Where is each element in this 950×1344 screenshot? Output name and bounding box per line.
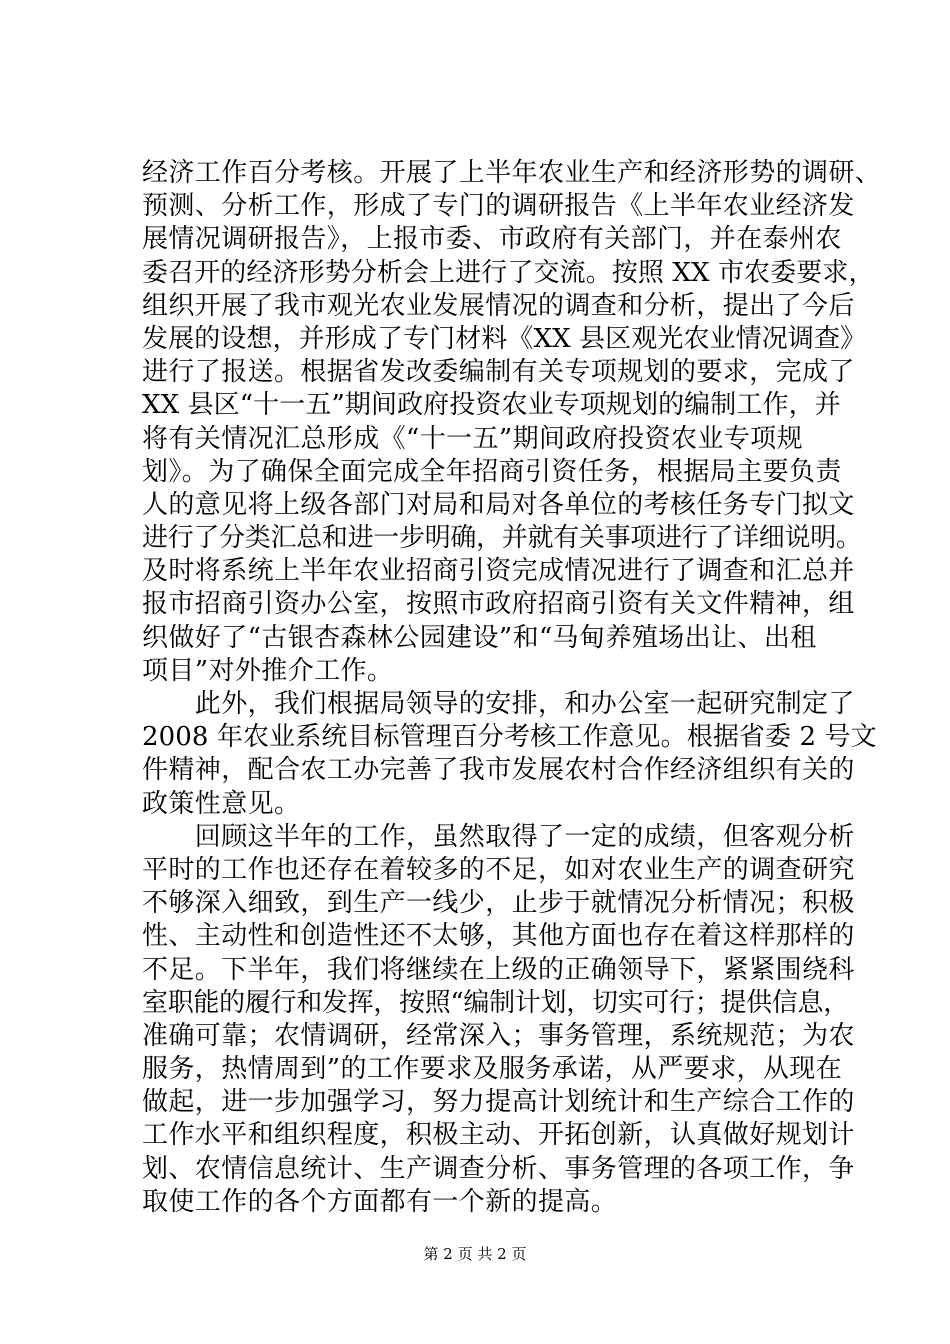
text-line: 不足。下半年，我们将继续在上级的正确领导下，紧紧围绕科: [142, 954, 855, 985]
paragraph-start-line: 回顾这半年的工作，虽然取得了一定的成绩，但客观分析: [142, 821, 855, 852]
text-line: 不够深入细致，到生产一线少，止步于就情况分析情况；积极: [142, 888, 855, 919]
text-line: 服务，热情周到”的工作要求及服务承诺，从严要求，从现在: [142, 1054, 843, 1085]
text-line: 进行了分类汇总和进一步明确，并就有关事项进行了详细说明。: [142, 523, 862, 554]
text-line: 工作水平和组织程度，积极主动、开拓创新，认真做好规划计: [142, 1120, 855, 1151]
text-line: 件精神，配合农工办完善了我市发展农村合作经济组织有关的: [142, 755, 855, 786]
text-line: 划》。为了确保全面完成全年招商引资任务，根据局主要负责: [142, 456, 842, 487]
body-text: [142, 157, 882, 1219]
text-line: 进行了报送。根据省发改委编制有关专项规划的要求，完成了: [142, 357, 855, 388]
text-line: 展情况调研报告》，上报市委、市政府有关部门，并在泰州农: [142, 224, 842, 255]
text-line: 经济工作百分考核。开展了上半年农业生产和经济形势的调研、: [142, 158, 882, 188]
text-line: 委召开的经济形势分析会上进行了交流。按照 XX 市农委要求，: [142, 257, 875, 288]
text-line: 及时将系统上半年农业招商引资完成情况进行了调查和汇总并: [142, 556, 855, 587]
text-line: 织做好了“古银杏森林公园建设”和“马甸养殖场出让、出租: [142, 622, 817, 653]
text-line: 取使工作的各个方面都有一个新的提高。: [142, 1186, 618, 1217]
text-line: 项目”对外推介工作。: [142, 655, 394, 686]
text-line: 准确可靠；农情调研，经常深入；事务管理，系统规范；为农: [142, 1020, 855, 1051]
text-line: 报市招商引资办公室，按照市政府招商引资有关文件精神，组: [142, 589, 855, 620]
text-line: 将有关情况汇总形成《“十一五”期间政府投资农业专项规: [142, 423, 803, 454]
text-line: 人的意见将上级各部门对局和局对各单位的考核任务专门拟文: [142, 489, 855, 520]
text-line: 做起，进一步加强学习，努力提高计划统计和生产综合工作的: [142, 1087, 855, 1118]
text-line: 发展的设想，并形成了专门材料《XX 县区观光农业情况调查》: [142, 323, 867, 354]
text-line: 组织开展了我市观光农业发展情况的调查和分析，提出了今后: [142, 290, 855, 321]
paragraph-start-line: 此外，我们根据局领导的安排，和办公室一起研究制定了: [142, 689, 855, 719]
text-line: 预测、分析工作，形成了专门的调研报告《上半年农业经济发: [142, 191, 855, 222]
text-line: 2008 年农业系统目标管理百分考核工作意见。根据省委 2 号文: [142, 722, 877, 753]
text-line: 政策性意见。: [142, 788, 301, 819]
text-line: 划、农情信息统计、生产调查分析、事务管理的各项工作，争: [142, 1153, 855, 1184]
page-footer: 第 2 页 共 2 页: [423, 1245, 527, 1263]
text-line: 室职能的履行和发挥，按照“编制计划，切实可行；提供信息，: [142, 987, 849, 1018]
text-line: 平时的工作也还存在着较多的不足，如对农业生产的调查研究: [142, 854, 855, 885]
text-line: 性、主动性和创造性还不太够，其他方面也存在着这样那样的: [142, 921, 855, 952]
text-line: XX 县区“十一五”期间政府投资农业专项规划的编制工作，并: [142, 390, 841, 421]
